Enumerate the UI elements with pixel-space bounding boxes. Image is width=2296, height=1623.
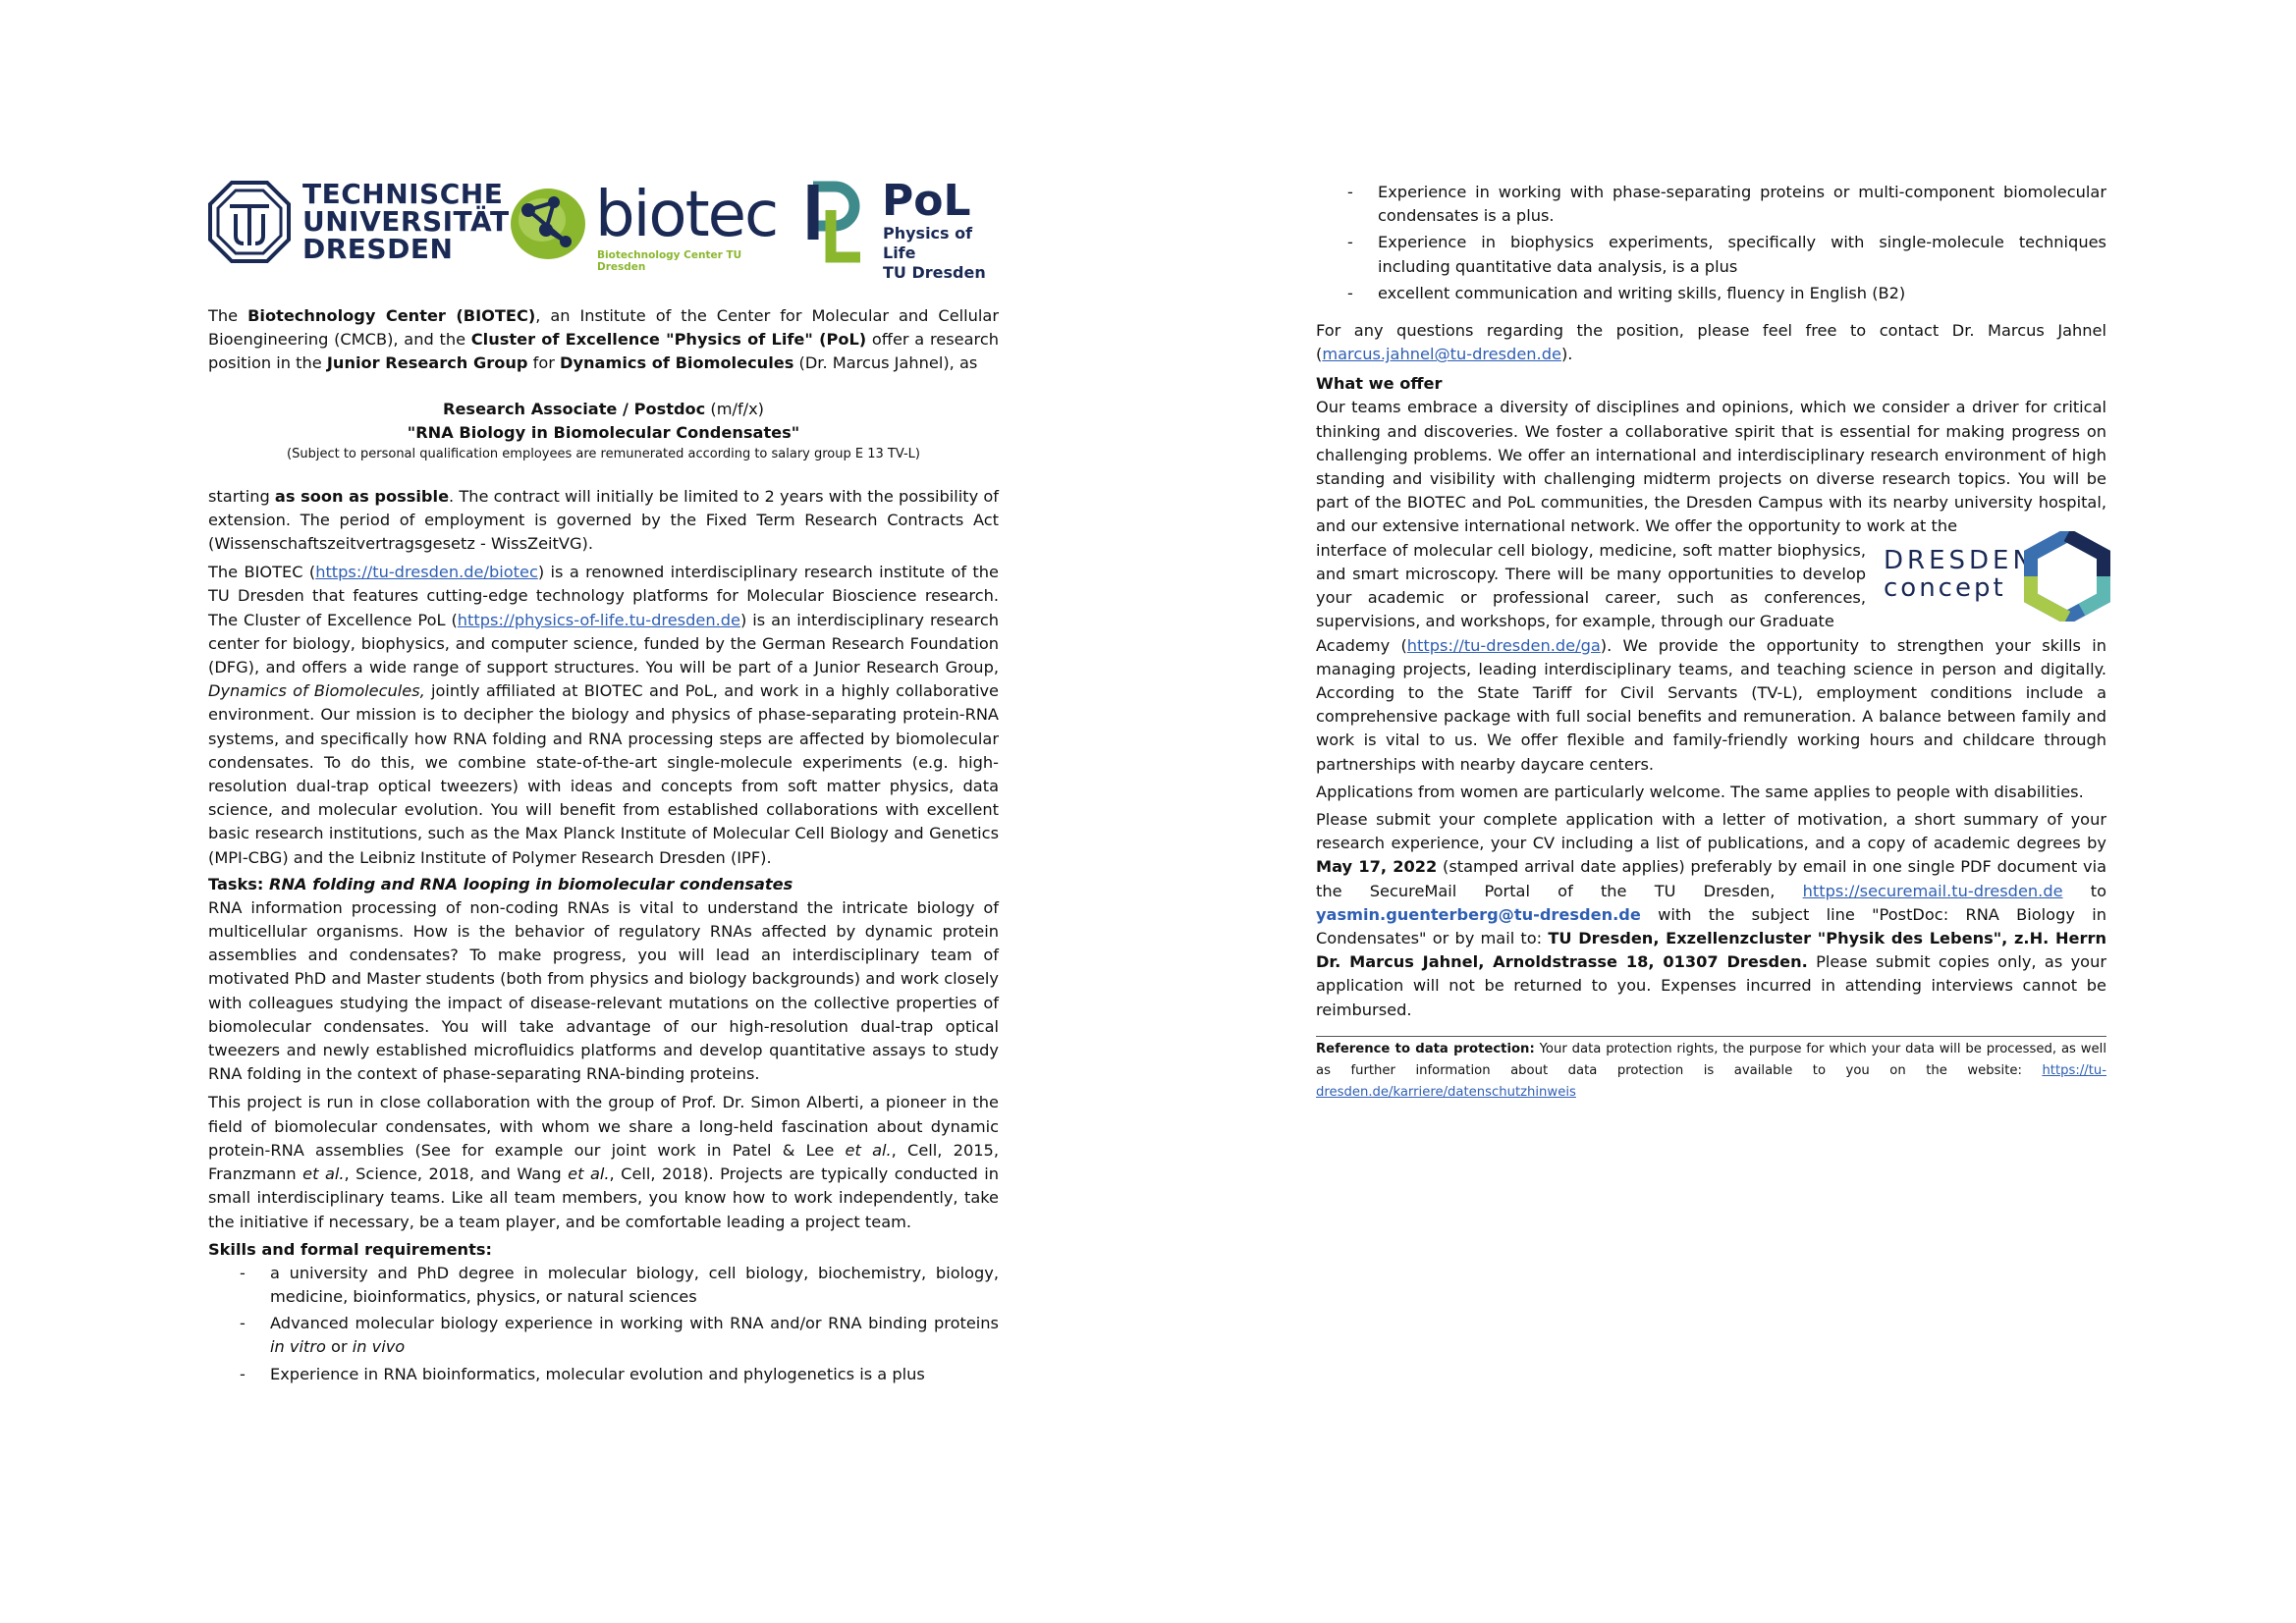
logo-row [208, 175, 1004, 282]
start-text-2: . The contract will initially be limited to 2 years with the possibility of extension. The period of employment is governed by the Fixed Term Research Contracts Act (Wissenschaftszeitvertragsgesetz - WissZeitVG). [208, 486, 999, 554]
collab-italic-3: et al. [568, 1164, 610, 1184]
position-title-rest: (m/f/x) [705, 399, 764, 418]
position-block [208, 398, 999, 464]
intro-text-5: (Dr. Marcus Jahnel), as [793, 353, 978, 373]
apply-deadline: May 17, 2022 [1316, 857, 1438, 877]
privacy-text: Your data protection rights, the purpose for which your data will be processed, as well as further information about data protection is available to you on the website: [1316, 1041, 2106, 1078]
intro-text-4: for [527, 353, 561, 373]
contact-text-1: For any questions regarding the position, please feel free to contact Dr. Marcus Jahnel ( [1316, 321, 2106, 364]
collab-text-4: , Cell, 2018). Projects are typically conducted in small interdisciplinary teams. Like all team members, you know how to work independently, take the initiative if necessary, be a team player, and be comfortable leading a project team. [208, 1164, 1000, 1231]
offer-paragraph-2 [1316, 634, 2106, 777]
intro-paragraph [208, 304, 999, 376]
tud-emblem-icon [208, 181, 291, 263]
collab-paragraph [208, 1091, 999, 1233]
skills-heading: Skills and formal requirements: [208, 1239, 492, 1259]
pol-title: PoL [882, 176, 971, 226]
list-item: - Experience in RNA bioinformatics, molecular evolution and phylogenetics is a plus [208, 1363, 999, 1386]
tud-wordmark [302, 178, 510, 265]
collab-italic-2: et al. [302, 1164, 345, 1184]
apply-text-5: Please submit copies only, as your application will not be returned to you. Expenses incurred in attending interviews cannot be reimbursed. [1316, 952, 2106, 1019]
dresden-concept-logo [1884, 531, 2109, 625]
intro-bold-group: Junior Research Group [326, 353, 528, 373]
pol-line1: Physics of Life [883, 224, 973, 262]
apply-email[interactable]: yasmin.guenterberg@tu-dresden.de [1316, 904, 1641, 924]
tasks-label: Tasks: [208, 874, 270, 893]
list-item: - Experience in working with phase-separating proteins or multi-component biomolecular condensates is a plus. [1316, 181, 2106, 228]
list-item [208, 1312, 999, 1359]
collab-text-1: This project is run in close collaboration with the group of Prof. Dr. Simon Alberti, a pioneer in the field of biomolecular condensates, with whom we share a long-held fascination about dynamic protein-RNA assemblies (See for example our joint work in Patel & Lee [208, 1093, 999, 1160]
offer-wrap-block [1316, 539, 2106, 634]
position-subtitle-text: "RNA Biology in Biomolecular Condensates" [407, 422, 800, 442]
position-title [208, 398, 999, 421]
list-item: - a university and PhD degree in molecular biology, cell biology, biochemistry, biology, medicine, bioinformatics, physics, or natural sciences [208, 1262, 999, 1309]
pol-link[interactable]: https://physics-of-life.tu-dresden.de [457, 610, 740, 629]
contact-paragraph [1316, 319, 2106, 366]
pol-emblem-icon [792, 181, 870, 263]
right-column [1316, 181, 2106, 1104]
tud-logo [208, 178, 510, 267]
position-title-bold: Research Associate / Postdoc [442, 399, 706, 418]
privacy-label: Reference to data protection: [1316, 1041, 1535, 1056]
tasks-title: RNA folding and RNA looping in biomolecular condensates [269, 874, 793, 893]
pol-logo [792, 176, 1008, 282]
apply-text-2: (stamped arrival date applies) preferably by email in one single PDF document via the SecureMail Portal of the TU Dresden, [1316, 857, 2106, 900]
tud-line1: TECHNISCHE [302, 178, 504, 210]
collab-text-3: , Science, 2018, and Wang [344, 1164, 569, 1184]
skills-list [208, 1262, 999, 1386]
position-salary-note: (Subject to personal qualification employees are remunerated according to salary group E 13 TV-L) [287, 446, 920, 461]
privacy-paragraph [1316, 1039, 2106, 1104]
biotec-subtitle: Biotechnology Center TU Dresden [597, 249, 742, 273]
pol-line2: TU Dresden [883, 263, 986, 282]
privacy-link[interactable]: https://tu-dresden.de/karriere/datenschutzhinweis [1316, 1062, 2106, 1100]
skill2-italic-1: in vitro [270, 1337, 326, 1357]
position-subtitle [208, 421, 999, 445]
dresden-concept-line1: DRESDEN [1884, 545, 2036, 575]
offer-wrap-text: interface of molecular cell biology, medicine, soft matter biophysics, and smart microscopy. There will be many opportunities to develop your academic or professional career, such as conferences, supervisions, and workshops, for example, through our Graduate [1316, 540, 1866, 631]
list-item: - Experience in biophysics experiments, specifically with single-molecule techniques including quantitative data analysis, is a plus [1316, 231, 2106, 278]
skill2-text-1: Advanced molecular biology experience in working with RNA and/or RNA binding proteins [270, 1314, 999, 1333]
biotec-wordmark: biotec [595, 179, 778, 251]
tud-line3: DRESDEN [302, 233, 454, 265]
intro-bold-dynamics: Dynamics of Biomolecules [560, 353, 794, 373]
dresden-concept-ring-icon [2023, 531, 2111, 622]
start-bold: as soon as possible [274, 486, 450, 506]
footer-divider [1316, 1036, 2106, 1037]
offer-paragraph-1: Our teams embrace a diversity of disciplines and opinions, which we consider a driver for critical thinking and discoveries. We foster a collaborative spirit that is essential for making progress on challenging problems. We offer an international and interdisciplinary research environment of high standing and visibility with challenging midterm projects on diverse research topics. You will be part of the BIOTEC and PoL communities, the Dresden Campus with its nearby university hospital, and our extensive international network. We offer the opportunity to work at the [1316, 398, 2106, 536]
tasks-heading [208, 873, 999, 896]
left-column [208, 304, 999, 1389]
diversity-paragraph: Applications from women are particularly welcome. The same applies to people with disabilities. [1316, 782, 2084, 801]
start-text-1: starting [208, 486, 275, 506]
apply-text-1: Please submit your complete application with a letter of motivation, a short summary of your research experience, your CV including a list of publications, and a copy of academic degrees by [1316, 810, 2106, 853]
list-item: - excellent communication and writing skills, fluency in English (B2) [1316, 282, 2106, 305]
about-italic-group: Dynamics of Biomolecules, [208, 681, 425, 701]
intro-bold-biotec: Biotechnology Center (BIOTEC) [247, 306, 536, 325]
tud-line2: UNIVERSITÄT [302, 205, 510, 238]
offer-heading: What we offer [1316, 374, 1443, 394]
collab-text-2: , Cell, 2015, Franzmann [208, 1140, 999, 1184]
about-text-2: ) is a renowned interdisciplinary research institute of the TU Dresden that features cutting-edge technology platforms for Molecular Bioscience research. The Cluster of Excellence PoL ( [208, 563, 999, 629]
start-paragraph [208, 485, 999, 557]
biotec-logo [507, 179, 778, 273]
graduate-academy-link[interactable]: https://tu-dresden.de/ga [1406, 635, 1601, 655]
skill2-text-2: or [325, 1337, 353, 1357]
pol-subtitle [883, 224, 1008, 283]
about-paragraph [208, 561, 999, 870]
dresden-concept-line2: concept [1884, 572, 2006, 603]
collab-italic-1: et al. [845, 1140, 892, 1160]
intro-text-3: offer a research position in the [208, 330, 999, 373]
contact-email-link[interactable]: marcus.jahnel@tu-dresden.de [1322, 345, 1561, 364]
about-text-1: The BIOTEC ( [208, 563, 316, 582]
intro-bold-pol: Cluster of Excellence "Physics of Life" (PoL) [470, 330, 867, 350]
contact-text-2: ). [1560, 345, 1573, 364]
dresden-concept-wordmark [1884, 547, 2036, 602]
about-text-4: jointly affiliated at BIOTEC and PoL, and work in a highly collaborative environment. Our mission is to decipher the biology and physics of phase-separating protein-RNA systems, and specifically how RNA folding and RNA processing steps are affected by biomolecular condensates. To do this, we combine state-of-the-art single-molecule experiments (e.g. high-resolution dual-trap optical tweezers) with ideas and concepts from soft matter physics, data science, and molecular evolution. You will benefit from established collaborations with excellent basic research institutions, such as the Max Planck Institute of Molecular Cell Biology and Genetics (MPI-CBG) and the Leibniz Institute of Polymer Research Dresden (IPF). [208, 681, 999, 867]
biotec-emblem-icon [507, 181, 589, 263]
tasks-paragraph: RNA information processing of non-coding RNAs is vital to understand the intricate biology of multicellular organisms. How is the behavior of regulatory RNAs affected by dynamic protein assemblies and condensates? To make progress, you will lead an interdisciplinary team of motivated PhD and Master students (both from physics and biology backgrounds) and work closely with colleagues studying the impact of disease-relevant mutations on the collective properties of biomolecular condensates. You will take advantage of our high-resolution dual-trap optical tweezers and newly established microfluidics platforms and develop quantitative assays to study RNA folding in the context of phase-separating RNA-binding proteins. [208, 897, 999, 1084]
apply-address: TU Dresden, Exzellenzcluster "Physik des Lebens", z.H. Herrn Dr. Marcus Jahnel, Arnoldstrasse 18, 01307 Dresden. [1316, 929, 2106, 972]
offer-academy-text: Academy ( [1316, 635, 1407, 655]
skills-list-continued [1316, 181, 2106, 305]
intro-text-1: The [208, 306, 248, 325]
about-text-3: ) is an interdisciplinary research center for biology, biophysics, and computer science, funded by the German Research Foundation (DFG), and offers a wide range of support structures. You will be part of a Junior Research Group, [208, 610, 999, 677]
securemail-link[interactable]: https://securemail.tu-dresden.de [1802, 881, 2063, 900]
offer-text-2: ). We provide the opportunity to strengthen your skills in managing projects, leading interdisciplinary teams, and teaching science in person and digitally. According to the State Tariff for Civil Servants (TV-L), employment conditions include a comprehensive package with full social benefits and remuneration. A balance between family and work is vital to us. We offer flexible and family-friendly working hours and childcare through partnerships with nearby daycare centers. [1316, 635, 2107, 774]
apply-paragraph [1316, 808, 2106, 1022]
apply-text-4: with the subject line "PostDoc: RNA Biology in Condensates" or by mail to: [1316, 904, 2106, 948]
intro-text-2: , an Institute of the Center for Molecular and Cellular Bioengineering (CMCB), and the [208, 306, 999, 350]
apply-text-3: to [2062, 881, 2106, 900]
skill2-italic-2: in vivo [352, 1337, 406, 1357]
biotec-link[interactable]: https://tu-dresden.de/biotec [315, 563, 538, 582]
